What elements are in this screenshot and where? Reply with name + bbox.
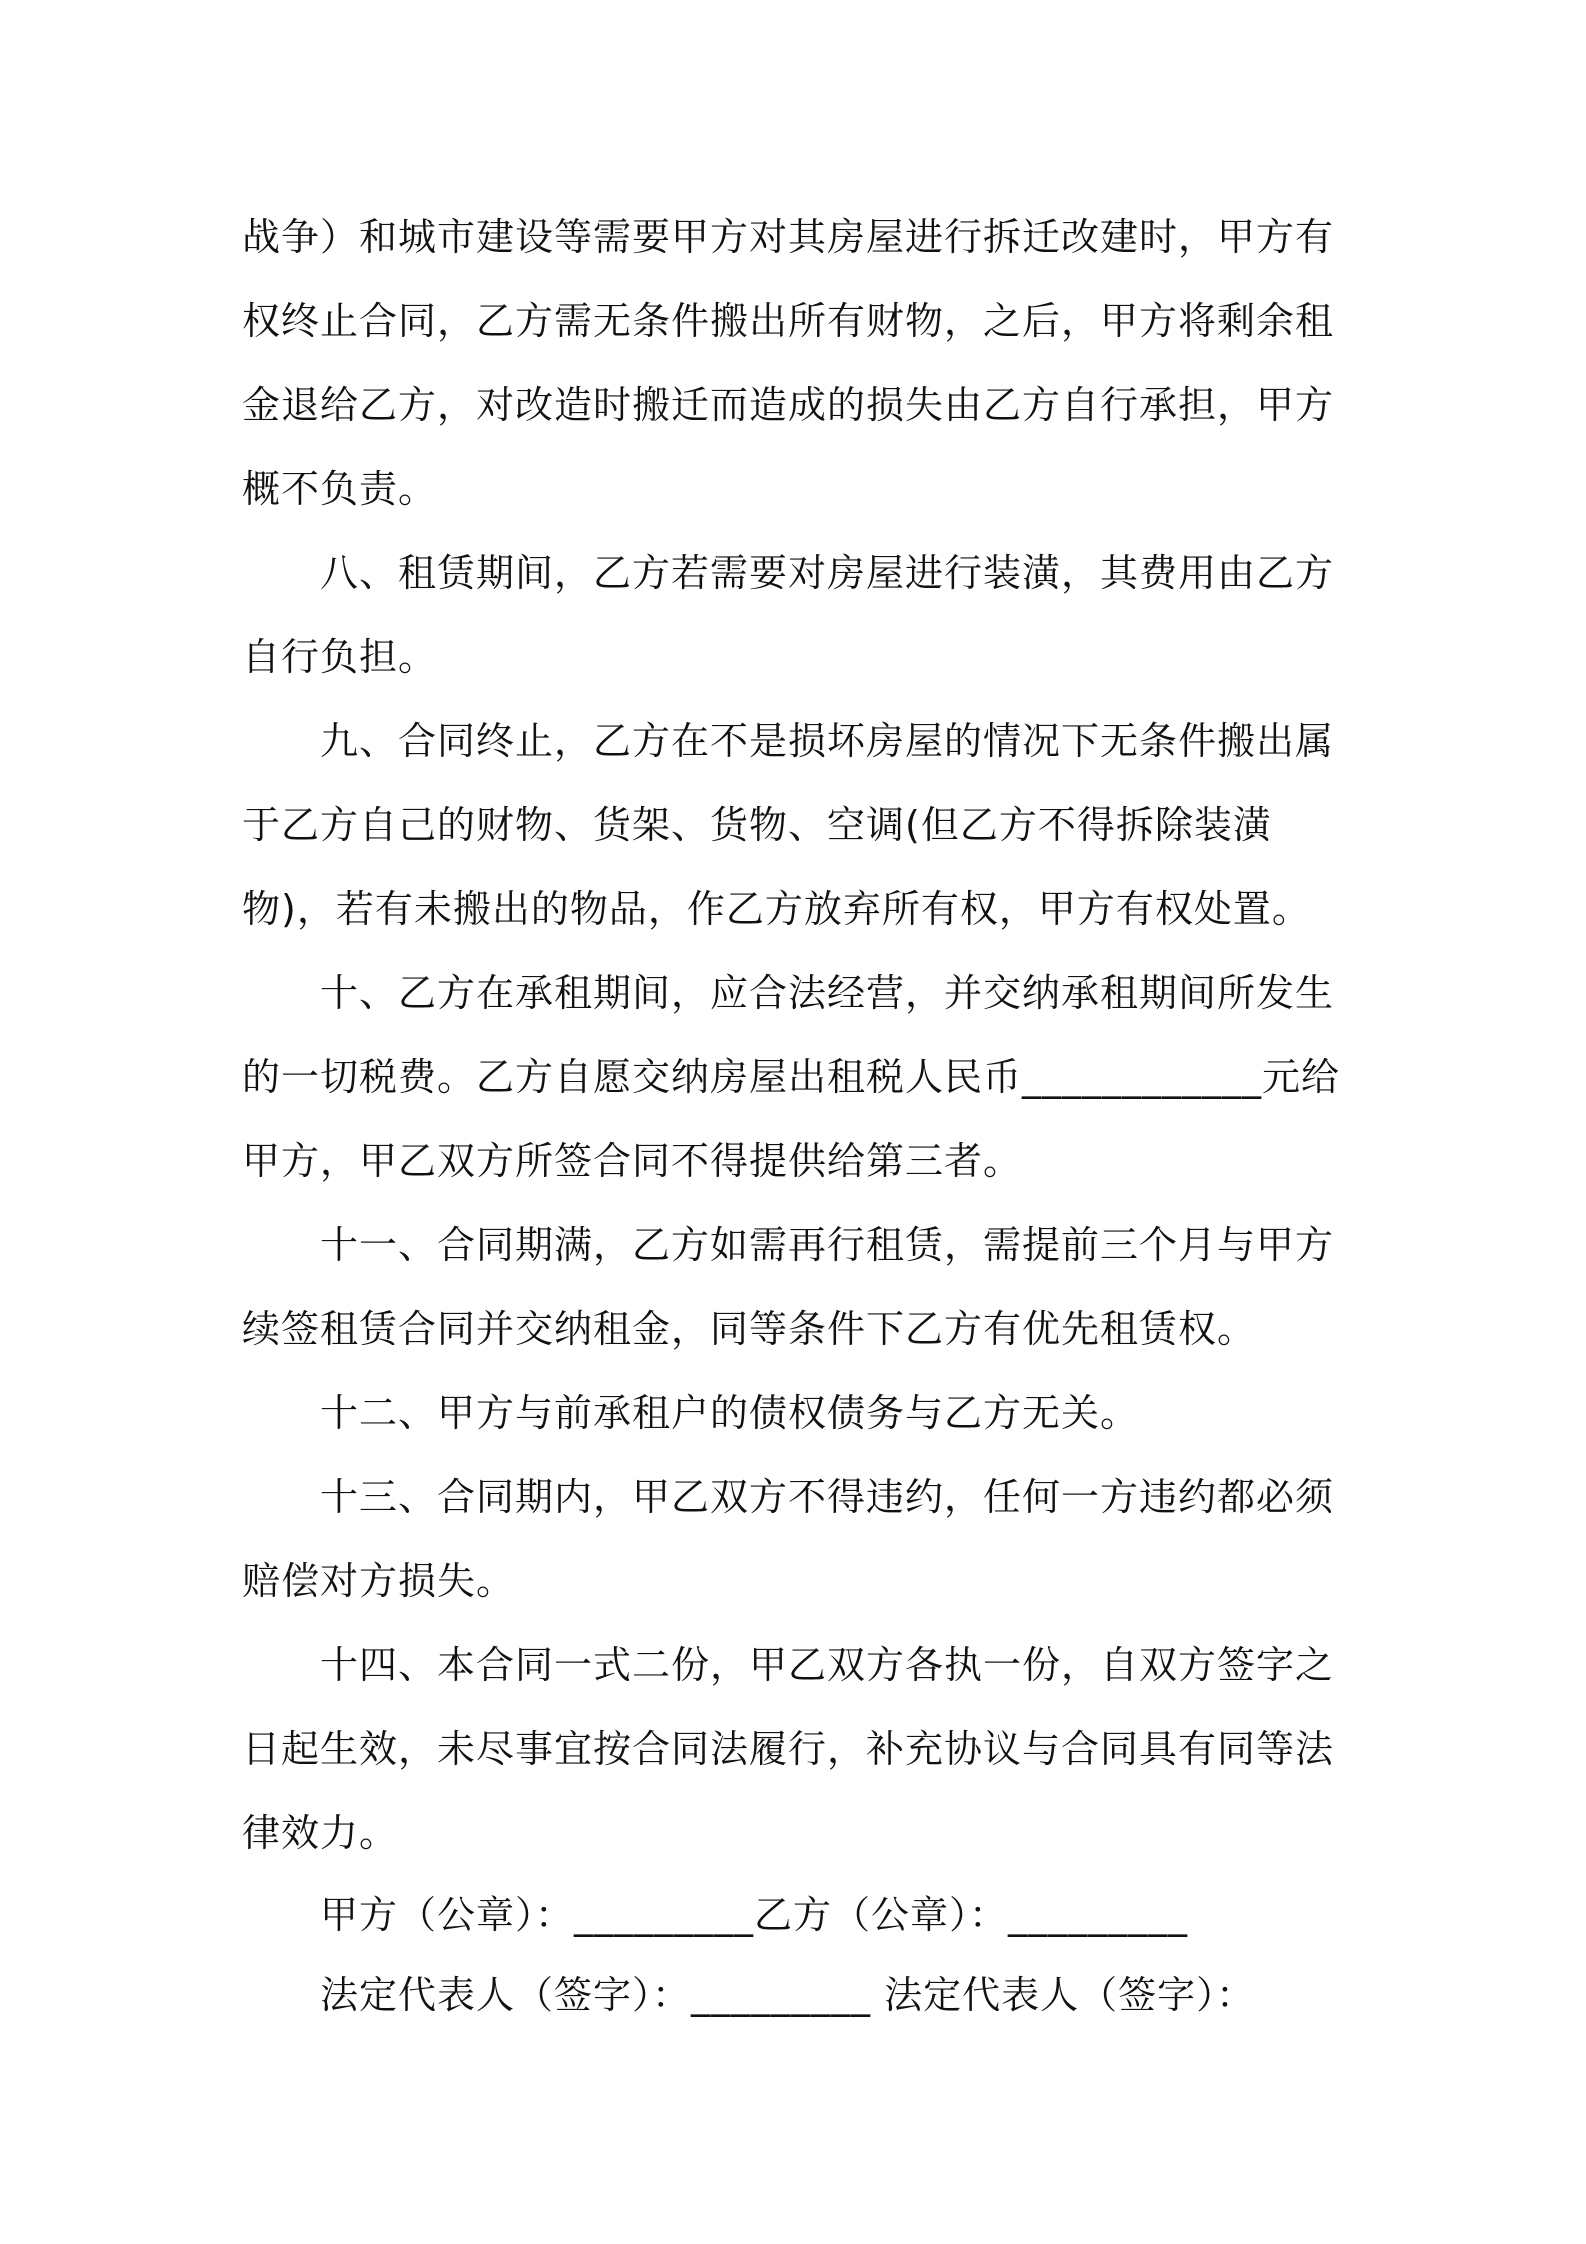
signature-seal-line: 甲方（公章）：_________乙方（公章）：_________ <box>320 1893 1189 1937</box>
clause-8: 八、租赁期间，乙方若需要对房屋进行装潢，其费用由乙方自行负担。 <box>242 551 1335 679</box>
clause-13: 十三、合同期内，甲乙双方不得违约，任何一方违约都必须赔偿对方损失。 <box>242 1475 1335 1603</box>
clause-9: 九、合同终止，乙方在不是损坏房屋的情况下无条件搬出属于乙方自己的财物、货架、货物、空调(但乙方不得拆除装潢物)，若有未搬出的物品，作乙方放弃所有权，甲方有权处置。 <box>242 719 1335 931</box>
signature-block <box>242 1875 1352 2035</box>
contract-page <box>242 195 1352 2035</box>
clause-12: 十二、甲方与前承租户的债权债务与乙方无关。 <box>320 1391 1140 1435</box>
clause-11: 十一、合同期满，乙方如需再行租赁，需提前三个月与甲方续签租赁合同并交纳租金，同等条件下乙方有优先租赁权。 <box>242 1223 1335 1351</box>
paragraph-continuation: 战争）和城市建设等需要甲方对其房屋进行拆迁改建时，甲方有权终止合同，乙方需无条件搬出所有财物，之后，甲方将剩余租金退给乙方，对改造时搬迁而造成的损失由乙方自行承担，甲方概不负责。 <box>242 215 1335 511</box>
clause-10: 十、乙方在承租期间，应合法经营，并交纳承租期间所发生的一切税费。乙方自愿交纳房屋出租税人民币____________元给甲方，甲乙双方所签合同不得提供给第三者。 <box>242 971 1341 1183</box>
signature-representative-line: 法定代表人（签字）：_________ 法定代表人（签字）： <box>320 1973 1256 2017</box>
clause-14: 十四、本合同一式二份，甲乙双方各执一份，自双方签字之日起生效，未尽事宜按合同法履行，补充协议与合同具有同等法律效力。 <box>242 1643 1335 1855</box>
